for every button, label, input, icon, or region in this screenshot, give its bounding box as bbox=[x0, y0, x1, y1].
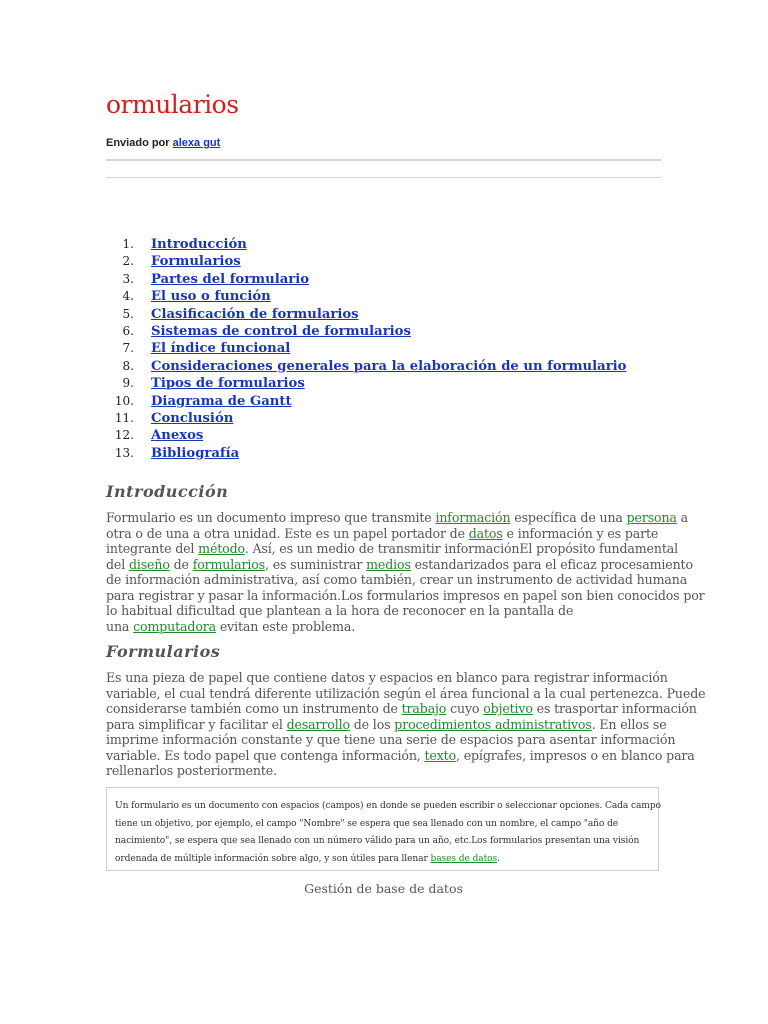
toc-item bbox=[100, 427, 626, 444]
text-line: Un formulario es un documento con espacios (campos) en donde se pueden escribir o seleccionar opciones. Cada campo bbox=[115, 801, 661, 811]
text: ordenada de múltiple información sobre algo, y son útiles para llenar bbox=[115, 853, 431, 864]
author-link[interactable]: alexa gut bbox=[172, 137, 221, 149]
link-objetivo[interactable]: objetivo bbox=[483, 701, 533, 716]
text: es trasportar información bbox=[532, 701, 697, 716]
toc-item bbox=[100, 393, 626, 410]
toc-item bbox=[100, 288, 626, 305]
link-procedimientos[interactable]: procedimientos administrativos bbox=[394, 716, 592, 732]
text-line: imprime información constante y que tiene una serie de espacios para asentar información bbox=[106, 732, 676, 747]
toc-item bbox=[100, 358, 626, 375]
toc-link-consideraciones[interactable]: Consideraciones generales para la elaboración de un formulario bbox=[151, 358, 627, 374]
text-line: nacimiento", se espera que sea llenado con un número válido para un año, etc.Los formularios presentan una visión bbox=[115, 836, 640, 847]
toc-number: 10. bbox=[114, 393, 134, 408]
text: cuyo bbox=[446, 701, 484, 716]
toc-item bbox=[100, 323, 626, 340]
divider bbox=[106, 177, 661, 178]
toc-link-bibliografia[interactable]: Bibliografía bbox=[151, 445, 240, 461]
toc-item bbox=[100, 306, 626, 323]
link-metodo[interactable]: método bbox=[198, 541, 245, 556]
intro-paragraph bbox=[106, 510, 705, 634]
text: específica de una bbox=[510, 510, 627, 525]
text: del bbox=[106, 556, 129, 572]
text: e información y es parte bbox=[502, 525, 659, 541]
text: considerarse también como un instrumento de bbox=[106, 701, 402, 716]
byline bbox=[106, 137, 220, 149]
text: a bbox=[676, 510, 688, 525]
toc-item bbox=[100, 410, 626, 427]
link-informacion[interactable]: información bbox=[435, 510, 511, 525]
definition-box bbox=[106, 787, 659, 871]
link-computadora[interactable]: computadora bbox=[133, 618, 216, 634]
toc-number: 1. bbox=[122, 237, 134, 251]
link-texto[interactable]: texto bbox=[424, 747, 457, 763]
toc-link-uso[interactable]: El uso o función bbox=[151, 289, 271, 305]
text: integrante del bbox=[106, 541, 199, 556]
toc-item bbox=[100, 271, 626, 288]
link-desarrollo[interactable]: desarrollo bbox=[286, 716, 350, 732]
text: , es suministrar bbox=[264, 556, 367, 572]
toc-number: 2. bbox=[122, 254, 134, 269]
toc-link-formularios[interactable]: Formularios bbox=[151, 254, 241, 270]
text: . En ellos se bbox=[591, 716, 667, 732]
toc-item bbox=[100, 375, 626, 392]
toc-number: 5. bbox=[122, 306, 134, 321]
text-line: para registrar y pasar la información.Los formularios impresos en papel son bien conocidos por bbox=[106, 587, 705, 603]
toc-link-tipos[interactable]: Tipos de formularios bbox=[151, 376, 305, 392]
text: de bbox=[169, 556, 193, 572]
section-heading-formularios: Formularios bbox=[106, 642, 221, 661]
toc-number: 12. bbox=[114, 428, 134, 443]
toc-link-anexos[interactable]: Anexos bbox=[151, 428, 204, 444]
link-trabajo[interactable]: trabajo bbox=[401, 701, 447, 716]
toc-number: 11. bbox=[114, 410, 134, 425]
text: una bbox=[106, 618, 134, 634]
text: variable. Es todo papel que contenga información, bbox=[106, 747, 425, 763]
formularios-paragraph bbox=[106, 670, 706, 779]
toc-item bbox=[100, 253, 626, 270]
text-line: lo habitual dificultad que plantean a la hora de reconocer en la pantalla de bbox=[106, 603, 574, 618]
toc-link-indice[interactable]: El índice funcional bbox=[151, 341, 291, 357]
toc-number: 4. bbox=[122, 289, 134, 304]
section-heading-introduccion: Introducción bbox=[106, 482, 229, 501]
toc-link-conclusion[interactable]: Conclusión bbox=[151, 410, 234, 426]
text-line: tiene un objetivo, por ejemplo, el campo "Nombre" se espera que sea llenado con un nombre, el campo "año de bbox=[115, 818, 619, 829]
link-formularios[interactable]: formularios bbox=[192, 556, 265, 572]
text: para simplificar y facilitar el bbox=[106, 716, 287, 732]
toc-link-partes[interactable]: Partes del formulario bbox=[151, 271, 310, 287]
text: estandarizados para el eficaz procesamiento bbox=[410, 556, 693, 572]
sent-by-label: Enviado por bbox=[106, 137, 173, 149]
toc-item bbox=[100, 236, 626, 253]
text: , epígrafes, impresos o en blanco para bbox=[456, 747, 695, 763]
page-title: ormularios bbox=[106, 90, 239, 119]
toc-item bbox=[100, 340, 626, 357]
toc-link-clasificacion[interactable]: Clasificación de formularios bbox=[151, 306, 359, 322]
toc-link-sistemas[interactable]: Sistemas de control de formularios bbox=[151, 323, 411, 339]
text: evitan este problema. bbox=[215, 618, 356, 634]
toc-item bbox=[100, 445, 626, 462]
text: . Así, es un medio de transmitir informaciónEl propósito fundamental bbox=[244, 541, 678, 556]
toc-link-introduccion[interactable]: Introducción bbox=[151, 237, 247, 252]
toc-number: 6. bbox=[122, 323, 134, 338]
link-bases-de-datos[interactable]: bases de datos bbox=[430, 853, 498, 864]
image-caption: Gestión de base de datos bbox=[304, 881, 463, 896]
link-diseno[interactable]: diseño bbox=[128, 556, 170, 572]
toc-number: 13. bbox=[114, 445, 134, 460]
table-of-contents bbox=[100, 236, 626, 462]
text-line: de información administrativa, así como también, crear un instrumento de actividad humana bbox=[106, 572, 688, 587]
toc-number: 9. bbox=[122, 376, 134, 391]
toc-number: 7. bbox=[122, 341, 134, 356]
toc-number: 8. bbox=[122, 358, 134, 373]
divider bbox=[106, 159, 661, 161]
text: otra o de una a otra unidad. Este es un papel portador de bbox=[106, 525, 469, 541]
link-datos[interactable]: datos bbox=[468, 525, 503, 541]
text-line: rellenarlos posteriormente. bbox=[106, 763, 277, 778]
text: . bbox=[497, 853, 500, 864]
link-persona[interactable]: persona bbox=[626, 510, 677, 525]
toc-number: 3. bbox=[122, 271, 134, 286]
text: Formulario es un documento impreso que transmite bbox=[106, 510, 436, 525]
toc-link-gantt[interactable]: Diagrama de Gantt bbox=[151, 393, 292, 409]
text-line: Es una pieza de papel que contiene datos y espacios en blanco para registrar información bbox=[106, 670, 668, 685]
text-line: variable, el cual tendrá diferente utilización según el área funcional a la cual pertenezca. Puede bbox=[106, 685, 706, 701]
link-medios[interactable]: medios bbox=[366, 556, 411, 572]
text: de los bbox=[349, 716, 395, 732]
